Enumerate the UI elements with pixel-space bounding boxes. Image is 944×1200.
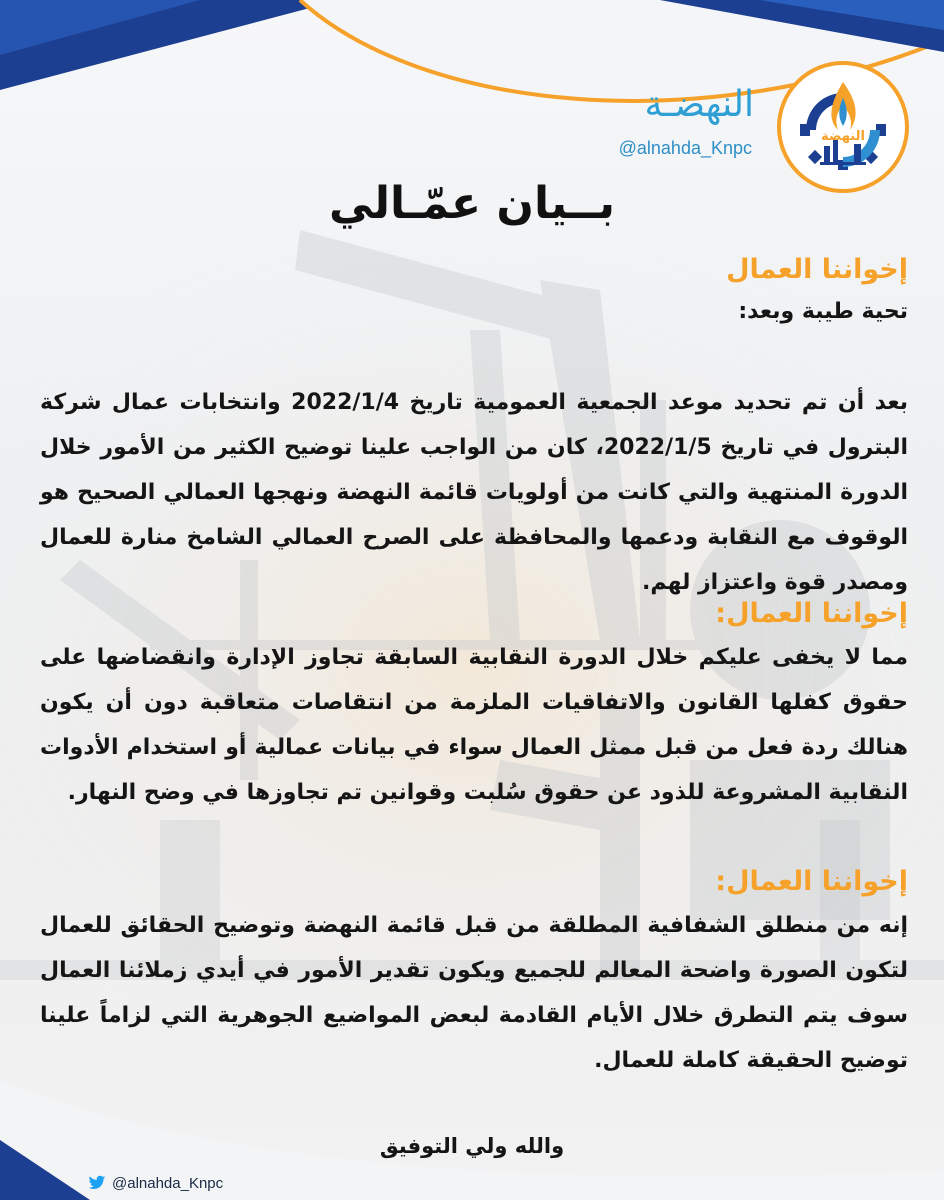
footer-handle: @alnahda_Knpc: [112, 1174, 224, 1192]
section-1: [40, 254, 908, 324]
section-heading: إخواننا العمال:: [715, 598, 908, 629]
footer-handle-link[interactable]: [88, 1170, 223, 1196]
brand-handle: @alnahda_Knpc: [618, 138, 752, 158]
brand-name: النهضـة: [644, 84, 754, 125]
section-paragraph: إنه من منطلق الشفافية المطلقة من قبل قائمة النهضة وتوضيح الحقائق للعمال لتكون الصورة واضحة المعالم للجميع ويكون تقدير الأمور في أيدي زملائنا العمال سوف يتم التطرق خلال الأيام القادمة لبعض المواضيع الجوهرية التي لزاماً علينا توضيح الحقيقة كاملة للعمال.: [40, 913, 908, 1073]
section-paragraph: مما لا يخفى عليكم خلال الدورة النقابية السابقة تجاوز الإدارة وانقضاضها على حقوق كفلها القانون والاتفاقيات الملزمة من انتقاصات متعاقبة دون أن يكون هنالك ردة فعل من قبل ممثل العمال سواء في بيانات عمالية أو استخدام الأدوات النقابية المشروعة للذود عن حقوق سُلبت وقوانين تم تجاوزها في وضح النهار.: [40, 645, 908, 805]
twitter-bird-icon: [88, 1175, 106, 1191]
greeting-text: تحية طيبة وبعد:: [738, 299, 908, 324]
section-heading: إخواننا العمال: [726, 254, 908, 285]
section-paragraph: بعد أن تم تحديد موعد الجمعية العمومية تاريخ 2022/1/4 وانتخابات عمال شركة البترول في تاريخ 2022/1/5، كان من الواجب علينا توضيح الكثير من الأمور خلال الدورة المنتهية والتي كانت من أولويات قائمة النهضة ونهجها العمالي الصحيح هو الوقوف مع النقابة ودعمها والمحافظة على الصرح العمالي الشامخ منارة للعمال ومصدر قوة واعتزاز لهم.: [40, 390, 909, 595]
alnahda-logo: [776, 60, 910, 194]
section-3: [40, 598, 908, 815]
section-heading: إخواننا العمال:: [715, 866, 908, 897]
section-4: [40, 866, 908, 1083]
page-title: بــيان عمّـالي: [328, 178, 616, 229]
logo-wordmark: النهضة: [821, 129, 865, 144]
closing-text: والله ولي التوفيق: [379, 1134, 565, 1158]
section-2: [40, 380, 908, 605]
